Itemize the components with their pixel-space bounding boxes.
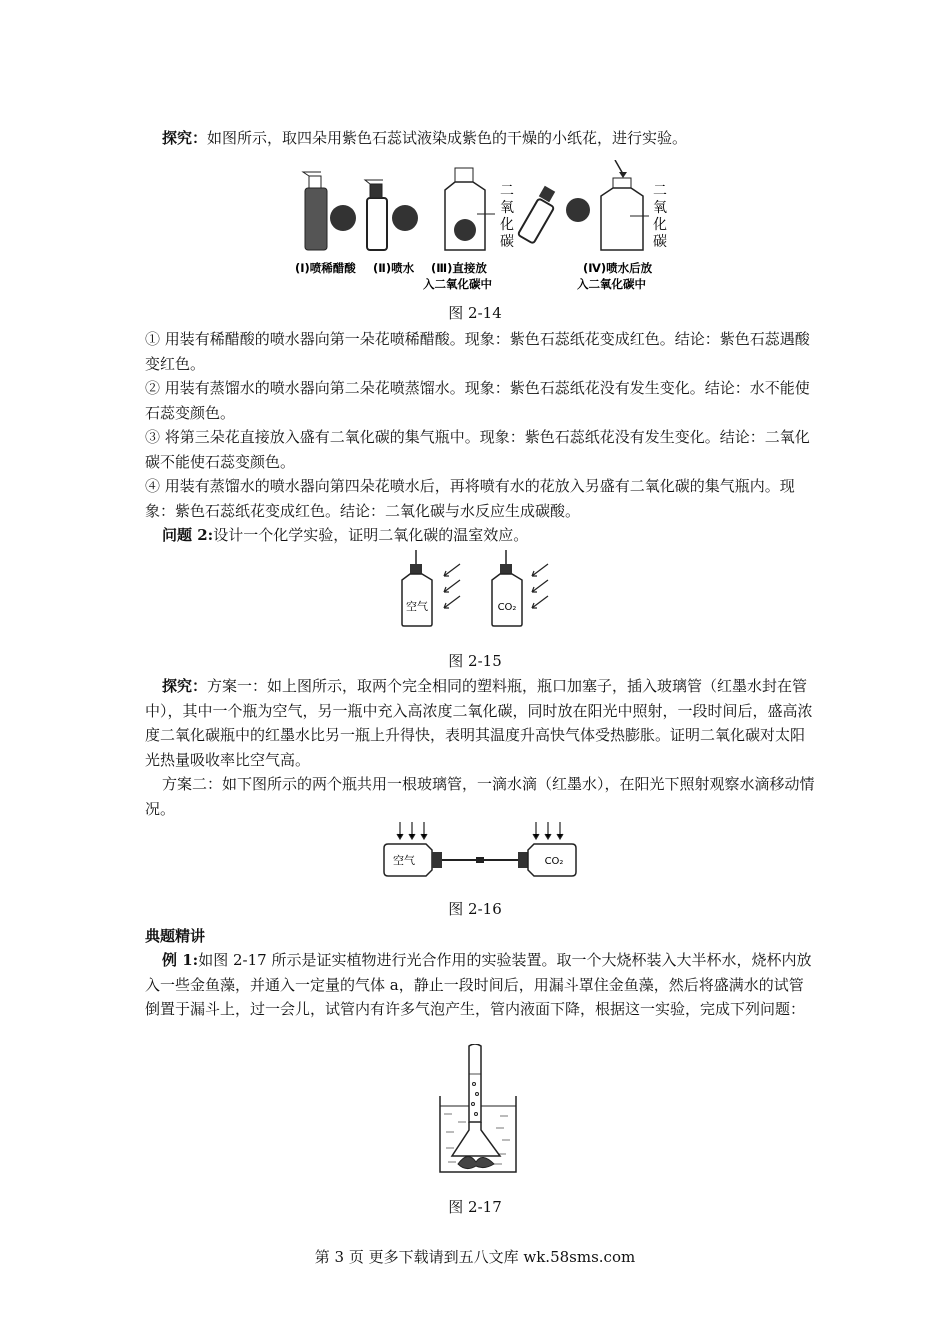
- bottle-air-left: [384, 844, 442, 876]
- sprayer-1: [303, 172, 327, 250]
- explore-label: 探究：: [162, 129, 208, 147]
- funnel: [452, 1122, 500, 1156]
- fig14-label-4a: (Ⅳ)喷水后放: [583, 261, 653, 275]
- page-footer: 第 3 页 更多下载请到五八文库 wk.58sms.com: [314, 1248, 636, 1266]
- figure-2-17: [438, 1044, 520, 1176]
- svg-text:氧: 氧: [500, 200, 514, 216]
- svg-text:碳: 碳: [500, 234, 514, 250]
- svg-text:碳: 碳: [653, 234, 667, 250]
- bottle-co2: [492, 550, 522, 626]
- svg-text:化: 化: [653, 217, 667, 233]
- sunlight-arrows-1: [444, 564, 460, 608]
- example-label: 例 1:: [162, 951, 199, 969]
- co2-label-2: CO₂: [544, 856, 564, 867]
- sunlight-arrows-left: [397, 822, 427, 839]
- example-1: 例 1:如图 2-17 所示是证实植物进行光合作用的实验装置。取一个大烧杯装入大半杯水，烧杯内放入一些金鱼藻，并通入一定量的气体 a，静止一段时间后，用漏斗罩住金鱼藻，然后将盛满水的试管倒置于漏斗上，过一会儿，试管内有许多气泡产生，管内液面下降，根据这一实验，完成下列问题：: [145, 951, 812, 1018]
- svg-text:化: 化: [500, 217, 514, 233]
- test-tube: [469, 1044, 481, 1122]
- step-3: ③ 将第三朵花直接放入盛有二氧化碳的集气瓶中。现象：紫色石蕊纸花没有发生变化。结论：二氧化碳不能使石蕊变颜色。: [145, 428, 810, 471]
- co2-label-1-ch1: 二: [500, 183, 514, 199]
- caption-2-15: 图 2-15: [448, 652, 502, 670]
- co2-label-2: 二: [653, 183, 667, 199]
- gas-bottle-4: [601, 160, 649, 250]
- svg-text:氧: 氧: [653, 200, 667, 216]
- step-4: ④ 用装有蒸馏水的喷水器向第四朵花喷水后，再将喷有水的花放入另盛有二氧化碳的集气瓶内。现象：紫色石蕊纸花变成红色。结论：二氧化碳与水反应生成碳酸。: [145, 477, 795, 520]
- question-2: 问题 2:设计一个化学实验，证明二氧化碳的温室效应。: [162, 526, 529, 544]
- step-1: ① 用装有稀醋酸的喷水器向第一朵花喷稀醋酸。现象：紫色石蕊纸花变成红色。结论：紫色石蕊遇酸变红色。: [145, 330, 810, 373]
- paper-flower-4: [566, 198, 590, 222]
- bottle-air: [402, 550, 432, 626]
- question-label: 问题 2:: [162, 526, 214, 544]
- co2-label: CO₂: [497, 602, 517, 613]
- pondweed: [458, 1156, 494, 1168]
- water-drop: [476, 857, 484, 863]
- sunlight-arrows-2: [532, 564, 548, 608]
- explore-intro: 探究：如图所示，取四朵用紫色石蕊试液染成紫色的干燥的小纸花，进行实验。: [162, 129, 688, 147]
- explore-plan-1: 探究：方案一：如上图所示，取两个完全相同的塑料瓶，瓶口加塞子，插入玻璃管（红墨水封在管中），其中一个瓶为空气，另一瓶中充入高浓度二氧化碳，同时放在阳光中照射，一段时间后，盛高浓度二氧化碳瓶中的红墨水比另一瓶上升得快，表明其温度升高快气体受热膨胀。证明二氧化碳对太阳光热量吸收率比空气高。: [145, 677, 813, 769]
- figure-2-15: [398, 550, 558, 630]
- caption-2-17: 图 2-17: [448, 1198, 502, 1216]
- plan-2: 方案二：如下图所示的两个瓶共用一根玻璃管，一滴水滴（红墨水），在阳光下照射观察水滴移动情况。: [145, 775, 815, 818]
- section-title: 典题精讲: [145, 927, 206, 945]
- air-label-2: 空气: [393, 854, 415, 867]
- gas-bottle-3: [445, 168, 495, 250]
- explore-label-2: 探究：: [162, 677, 208, 695]
- figure-2-16: [382, 820, 578, 880]
- fig14-label-3a: (Ⅲ)直接放: [431, 261, 487, 275]
- paper-flower-1: [330, 205, 356, 231]
- caption-2-14: 图 2-14: [448, 304, 502, 322]
- figure-2-14: [295, 160, 675, 295]
- air-label: 空气: [406, 600, 428, 613]
- fig14-label-3b: 入二氧化碳中: [423, 277, 492, 291]
- bottle-co2-right: [518, 844, 576, 876]
- fig14-label-1: (Ⅰ)喷稀醋酸: [295, 261, 356, 275]
- step-2: ② 用装有蒸馏水的喷水器向第二朵花喷蒸馏水。现象：紫色石蕊纸花没有发生变化。结论：水不能使石蕊变颜色。: [145, 379, 810, 422]
- caption-2-16: 图 2-16: [448, 900, 502, 918]
- sprayer-4: [518, 186, 555, 244]
- fig14-label-4b: 入二氧化碳中: [577, 277, 646, 291]
- paper-flower-2: [392, 205, 418, 231]
- sprayer-2: [365, 180, 387, 250]
- fig14-label-2: (Ⅱ)喷水: [373, 261, 415, 275]
- sunlight-arrows-right: [533, 822, 563, 839]
